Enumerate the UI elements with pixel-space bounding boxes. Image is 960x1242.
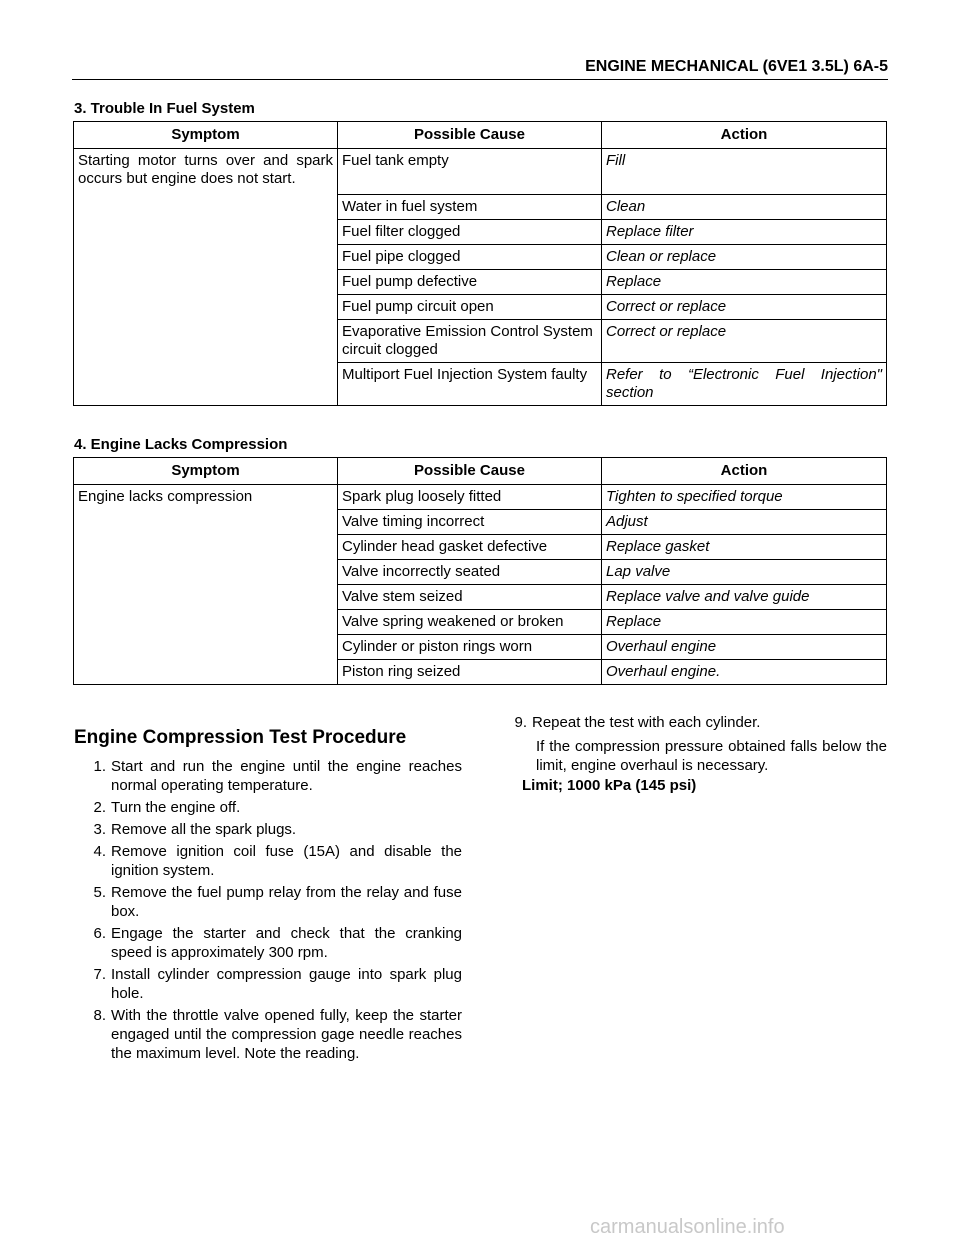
cause-cell: Fuel tank empty xyxy=(338,149,602,195)
cause-cell: Evaporative Emission Control System circuit clogged xyxy=(338,320,602,363)
step-text: With the throttle valve opened fully, keep the starter engaged until the compression gage needle reaches the maximum level. Note the reading. xyxy=(111,1007,462,1062)
step-text: Install cylinder compression gauge into spark plug hole. xyxy=(111,966,462,1002)
action-cell: Refer to “Electronic Fuel Injection" section xyxy=(602,363,887,406)
symptom-cell: Engine lacks compression xyxy=(74,485,338,685)
cause-cell: Fuel pump defective xyxy=(338,270,602,295)
step-number: 1. xyxy=(93,758,106,775)
cause-cell: Valve stem seized xyxy=(338,585,602,610)
step-number: 9. xyxy=(514,714,527,731)
list-item xyxy=(497,713,887,732)
table-header-row xyxy=(74,122,887,149)
cause-cell: Cylinder or piston rings worn xyxy=(338,635,602,660)
action-cell: Replace gasket xyxy=(602,535,887,560)
column-header-symptom: Symptom xyxy=(74,458,338,485)
procedure-steps-right xyxy=(497,713,887,735)
step-text: Start and run the engine until the engine reaches normal operating temperature. xyxy=(111,758,462,794)
list-item xyxy=(76,842,462,880)
cause-cell: Cylinder head gasket defective xyxy=(338,535,602,560)
cause-cell: Valve timing incorrect xyxy=(338,510,602,535)
list-item xyxy=(76,820,462,839)
cause-cell: Fuel pump circuit open xyxy=(338,295,602,320)
table-row xyxy=(74,149,887,195)
fuel-system-title: 3. Trouble In Fuel System xyxy=(74,100,255,117)
action-cell: Replace xyxy=(602,610,887,635)
column-header-action: Action xyxy=(602,122,887,149)
table-header-row xyxy=(74,458,887,485)
action-cell: Correct or replace xyxy=(602,295,887,320)
step-number: 4. xyxy=(93,843,106,860)
symptom-cell: Starting motor turns over and spark occurs but engine does not start. xyxy=(74,149,338,406)
action-cell: Replace valve and valve guide xyxy=(602,585,887,610)
procedure-title: Engine Compression Test Procedure xyxy=(74,727,407,748)
step-number: 2. xyxy=(93,799,106,816)
action-cell: Lap valve xyxy=(602,560,887,585)
step-number: 5. xyxy=(93,884,106,901)
procedure-steps-left xyxy=(76,757,462,1066)
list-item xyxy=(76,798,462,817)
cause-cell: Piston ring seized xyxy=(338,660,602,685)
list-item xyxy=(76,883,462,921)
action-cell: Tighten to specified torque xyxy=(602,485,887,510)
step-number: 6. xyxy=(93,925,106,942)
fuel-system-table xyxy=(73,121,887,406)
step-text: Remove ignition coil fuse (15A) and disable the ignition system. xyxy=(111,843,462,879)
cause-cell: Valve incorrectly seated xyxy=(338,560,602,585)
cause-cell: Water in fuel system xyxy=(338,195,602,220)
step-text: Remove the fuel pump relay from the relay and fuse box. xyxy=(111,884,462,920)
cause-cell: Fuel pipe clogged xyxy=(338,245,602,270)
step-number: 8. xyxy=(93,1007,106,1024)
page-header: ENGINE MECHANICAL (6VE1 3.5L) 6A-5 xyxy=(72,58,888,80)
column-header-cause: Possible Cause xyxy=(338,122,602,149)
action-cell: Replace xyxy=(602,270,887,295)
compression-title: 4. Engine Lacks Compression xyxy=(74,436,288,453)
compression-table xyxy=(73,457,887,685)
action-cell: Replace filter xyxy=(602,220,887,245)
step-number: 7. xyxy=(93,966,106,983)
cause-cell: Valve spring weakened or broken xyxy=(338,610,602,635)
step-text: Repeat the test with each cylinder. xyxy=(532,714,761,731)
table-row xyxy=(74,485,887,510)
column-header-action: Action xyxy=(602,458,887,485)
procedure-note: If the compression pressure obtained falls below the limit, engine overhaul is necessary. xyxy=(536,738,887,774)
list-item xyxy=(76,924,462,962)
cause-cell: Spark plug loosely fitted xyxy=(338,485,602,510)
step-text: Engage the starter and check that the cranking speed is approximately 300 rpm. xyxy=(111,925,462,961)
column-header-symptom: Symptom xyxy=(74,122,338,149)
step-text: Turn the engine off. xyxy=(111,799,241,816)
action-cell: Adjust xyxy=(602,510,887,535)
compression-limit: Limit; 1000 kPa (145 psi) xyxy=(522,777,697,794)
list-item xyxy=(76,1006,462,1063)
action-cell: Overhaul engine xyxy=(602,635,887,660)
step-number: 3. xyxy=(93,821,106,838)
action-cell: Overhaul engine. xyxy=(602,660,887,685)
watermark: carmanualsonline.info xyxy=(590,1216,785,1238)
action-cell: Clean or replace xyxy=(602,245,887,270)
action-cell: Clean xyxy=(602,195,887,220)
action-cell: Fill xyxy=(602,149,887,195)
list-item xyxy=(76,757,462,795)
cause-cell: Fuel filter clogged xyxy=(338,220,602,245)
list-item xyxy=(76,965,462,1003)
action-cell: Correct or replace xyxy=(602,320,887,363)
step-text: Remove all the spark plugs. xyxy=(111,821,297,838)
column-header-cause: Possible Cause xyxy=(338,458,602,485)
cause-cell: Multiport Fuel Injection System faulty xyxy=(338,363,602,406)
